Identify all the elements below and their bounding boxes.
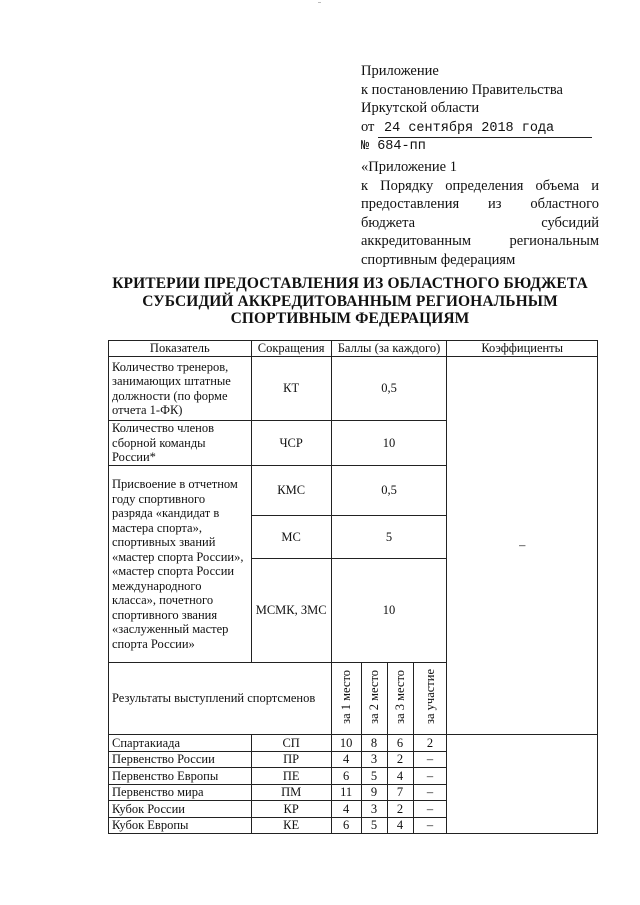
place-1-label: за 1 место xyxy=(338,669,353,724)
scan-speck xyxy=(318,2,321,3)
title-line: КРИТЕРИИ ПРЕДОСТАВЛЕНИЯ ИЗ ОБЛАСТНОГО БЮДЖЕТА xyxy=(112,275,588,292)
competition-name: Кубок Европы xyxy=(109,817,252,834)
place-1-value: 11 xyxy=(331,784,361,801)
participation-header xyxy=(413,663,447,735)
place-2-value: 9 xyxy=(361,784,387,801)
coef-empty-cell xyxy=(447,735,598,834)
header-abbr: Сокращения xyxy=(251,341,331,357)
abbr-cell: КТ xyxy=(251,357,331,421)
competition-row xyxy=(109,735,598,752)
header-coef: Коэффициенты xyxy=(447,341,598,357)
place-3-header xyxy=(387,663,413,735)
annex-block xyxy=(361,62,599,269)
participation-value: 2 xyxy=(413,735,447,752)
indicator-cell: Присвоение в отчетном году спортивного разряда «кандидат в мастера спорта», спортивных званий «мастер спорта России», «мастер спорта России международного класса», почетного спортивного звания «заслуженный мастер спорта России» xyxy=(109,466,252,663)
place-1-value: 6 xyxy=(331,768,361,785)
annex-region: Иркутской области xyxy=(361,100,480,116)
place-2-value: 3 xyxy=(361,801,387,818)
participation-value: – xyxy=(413,768,447,785)
place-3-value: 4 xyxy=(387,817,413,834)
header-indicator: Показатель xyxy=(109,341,252,357)
points-cell: 10 xyxy=(331,421,447,466)
place-1-header xyxy=(331,663,361,735)
competition-abbr: ПР xyxy=(251,751,331,768)
title-line: СУБСИДИЙ АККРЕДИТОВАННЫМ РЕГИОНАЛЬНЫМ xyxy=(142,292,558,310)
indicator-cell: Количество членов сборной команды России* xyxy=(109,421,252,466)
points-cell: 0,5 xyxy=(331,357,447,421)
place-1-value: 4 xyxy=(331,801,361,818)
competition-abbr: ПЕ xyxy=(251,768,331,785)
abbr-cell: МС xyxy=(251,516,331,559)
criteria-table xyxy=(108,340,598,834)
place-3-value: 6 xyxy=(387,735,413,752)
participation-label: за участие xyxy=(422,669,437,725)
points-cell: 5 xyxy=(331,516,447,559)
annex-heading: Приложение xyxy=(361,63,439,79)
coef-cell: – xyxy=(447,357,598,735)
annex-order-line: спортивным федерациям xyxy=(361,251,516,268)
participation-value: – xyxy=(413,751,447,768)
place-1-value: 6 xyxy=(331,817,361,834)
place-3-label: за 3 место xyxy=(392,669,407,724)
abbr-cell: КМС xyxy=(251,466,331,516)
competition-abbr: СП xyxy=(251,735,331,752)
place-2-header xyxy=(361,663,387,735)
competition-name: Кубок России xyxy=(109,801,252,818)
annex-order-line: аккредитованным региональным xyxy=(361,233,599,249)
competition-name: Спартакиада xyxy=(109,735,252,752)
annex-order-line: к Порядку определения объема и xyxy=(361,177,599,194)
participation-value: – xyxy=(413,784,447,801)
annex-order-line: бюджета субсидий xyxy=(361,214,599,231)
participation-value: – xyxy=(413,817,447,834)
title-line: СПОРТИВНЫМ ФЕДЕРАЦИЯМ xyxy=(230,310,470,327)
place-3-value: 7 xyxy=(387,784,413,801)
annex-resolution: к постановлению Правительства xyxy=(361,81,563,98)
points-cell: 10 xyxy=(331,559,447,663)
indicator-cell: Количество тренеров, занимающих штатные должности (по форме отчета 1-ФК) xyxy=(109,357,252,421)
place-2-value: 8 xyxy=(361,735,387,752)
place-1-value: 4 xyxy=(331,751,361,768)
competition-name: Первенство мира xyxy=(109,784,252,801)
annex-number: № 684-пп xyxy=(361,138,426,154)
table-row xyxy=(109,357,598,421)
place-3-value: 2 xyxy=(387,801,413,818)
table-header-row xyxy=(109,341,598,357)
place-2-label: за 2 место xyxy=(366,669,381,724)
annex-date-line xyxy=(361,118,599,138)
competition-name: Первенство Европы xyxy=(109,768,252,785)
points-cell: 0,5 xyxy=(331,466,447,516)
annex-order-line: предоставления из областного xyxy=(361,196,599,212)
annex-date: 24 сентября 2018 года xyxy=(378,121,592,138)
place-2-value: 3 xyxy=(361,751,387,768)
place-3-value: 4 xyxy=(387,768,413,785)
participation-value: – xyxy=(413,801,447,818)
place-2-value: 5 xyxy=(361,768,387,785)
annex-quote-title: «Приложение 1 xyxy=(361,159,457,175)
place-3-value: 2 xyxy=(387,751,413,768)
annex-date-prefix: от xyxy=(361,118,375,135)
abbr-cell: МСМК, ЗМС xyxy=(251,559,331,663)
competition-name: Первенство России xyxy=(109,751,252,768)
document-title xyxy=(100,275,600,328)
place-1-value: 10 xyxy=(331,735,361,752)
competition-abbr: ПМ xyxy=(251,784,331,801)
competition-abbr: КР xyxy=(251,801,331,818)
competition-abbr: КЕ xyxy=(251,817,331,834)
header-points: Баллы (за каждого) xyxy=(331,341,447,357)
place-2-value: 5 xyxy=(361,817,387,834)
abbr-cell: ЧСР xyxy=(251,421,331,466)
results-label: Результаты выступлений спортсменов xyxy=(109,663,332,735)
